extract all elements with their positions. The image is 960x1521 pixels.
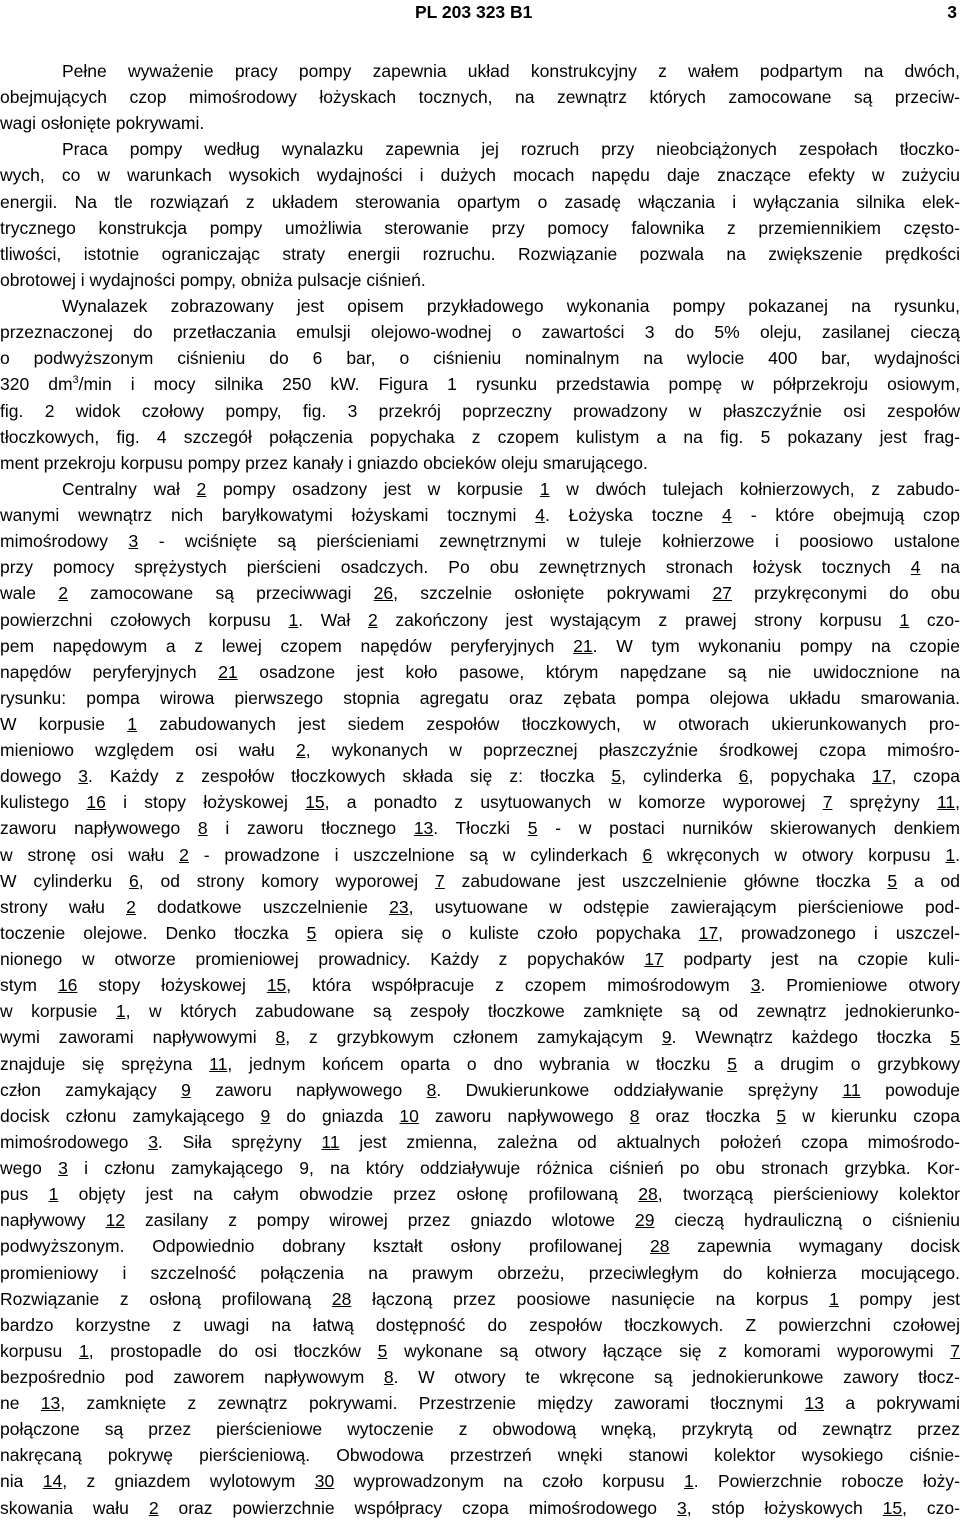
text-run: , szczelnie osłonięte pokrywami [393,583,713,604]
reference-numeral: 26 [373,583,394,604]
reference-numeral: 1 [288,609,299,630]
text-run: . Tłoczki [433,818,528,839]
text-run: zaworu napływowego [418,1105,630,1126]
text-run: w korpusie [0,1001,116,1022]
text-run: energii. Na tle rozwiązań z układem sterowania opartym o zasadę włączania i wyłączania silnika elek- [0,191,960,212]
text-run: przykręconymi do obu [731,583,960,604]
page-header [0,0,960,28]
text-run: wykonane są otwory łączące się z komorami wyporowymi [387,1340,951,1361]
reference-numeral: 2 [295,740,306,761]
reference-numeral: 5 [377,1340,388,1361]
text-line [0,659,960,685]
text-run: zakończony jest wystającym z prawej strony korpusu [377,609,900,630]
text-line [0,1129,960,1155]
reference-numeral: 5 [887,870,898,891]
text-run: bardzo korzystne z uwagi na łatwą dostępność do zespołów tłoczkowych. Z powierzchni czołowej [0,1314,960,1335]
text-run: rysunku: pompa wirowa pierwszego stopnia agregatu oraz zębata pompa olejowa układu smarowania. [0,687,960,708]
text-run: nia [0,1471,43,1492]
text-line [0,162,960,188]
text-run: - wciśnięte są pierścieniami zewnętrznymi w tuleje kołnierzowe i poosiowo ustalone [138,531,960,552]
text-run: strony wału [0,896,127,917]
reference-numeral: 14 [42,1471,63,1492]
reference-numeral: 28 [650,1236,670,1257]
text-run: Praca pompy według wynalazku zapewnia jej rozruch przy nieobciążonych zespołach tłoczko- [62,139,960,160]
text-run: - które obejmują czop [731,505,960,526]
text-run: , czopa [891,766,960,787]
reference-numeral: 3 [78,766,89,787]
reference-numeral: 8 [197,818,208,839]
reference-numeral: 10 [399,1105,419,1126]
text-run: a drugim o grzybkowy [736,1053,960,1074]
reference-numeral: 21 [573,635,593,656]
text-run: . Łożyska toczne [544,505,723,526]
text-line [0,1233,960,1259]
reference-numeral: 13 [40,1393,61,1414]
text-run: wych, co w warunkach wysokich wydajności i dużych mocach napędu daje znaczące efekty w zużyciu [0,165,960,186]
reference-numeral: 5 [306,922,317,943]
text-run: , w których zabudowane są zespoły tłoczkowe zamknięte są od zewnątrz jednokierunko- [125,1001,960,1022]
text-line [0,84,960,110]
text-run: pompy osadzony jest w korpusie [206,478,540,499]
text-run: skowania wału [0,1497,149,1518]
reference-numeral: 16 [86,792,106,813]
text-run: pem napędowym a z lewej czopem napędów peryferyjnych [0,635,574,656]
text-run: , zamknięte z zewnątrz pokrywami. Przestrzenie między zaworami tłocznymi [60,1393,805,1414]
text-line [0,58,960,84]
text-run: zaworu napływowego [190,1079,427,1100]
text-run: wkręconych w otwory korpusu [652,844,946,865]
text-run: i stopy łożyskowej [105,792,306,813]
text-run: o podwyższonym ciśnieniu do 6 bar, o ciśnieniu nominalnym na wylocie 400 bar, wydajności [0,348,960,369]
text-run: opiera się o kuliste czoło popychaka [316,922,699,943]
text-line [0,1442,960,1468]
reference-numeral: 3 [128,531,139,552]
text-line [0,528,960,554]
reference-numeral: 6 [129,870,139,891]
text-run: objęty jest na całym obwodzie przez osłonę profilowaną [58,1184,639,1205]
text-run: . W tym wykonaniu pompy na czopie [592,635,960,656]
text-run: , czo- [902,1497,960,1518]
text-run: nakręcaną pokrywę pierścieniową. Obwodowa przestrzeń wnęki stanowi kolektor wysokiego ciśnie- [0,1445,960,1466]
text-line [0,424,960,450]
text-line [0,554,960,580]
reference-numeral: 2 [58,583,68,604]
text-run: wale [0,583,59,604]
text-line [0,711,960,737]
text-run: . Powierzchnie robocze łoży- [693,1471,960,1492]
text-run: dowego [0,766,79,787]
text-run: - prowadzone i uszczelnione są w cylinderkach [188,844,643,865]
text-line [0,1286,960,1312]
reference-numeral: 5 [950,1027,960,1048]
text-line [0,1181,960,1207]
reference-numeral: 1 [539,478,550,499]
reference-numeral: 28 [638,1184,658,1205]
text-run: na [920,557,960,578]
text-run: , jednym końcem oparta o dno wybrania w tłoczku [227,1053,728,1074]
reference-numeral: 8 [629,1105,640,1126]
text-line [0,842,960,868]
text-run: czo- [909,609,960,630]
text-run: , wykonanych w poprzecznej płaszczyźnie środkowej czopa mimośro- [305,740,960,761]
text-run: korpusu [0,1340,79,1361]
reference-numeral: 8 [383,1367,394,1387]
reference-numeral: 11 [321,1131,340,1152]
text-run: w kierunku czopa [786,1105,960,1126]
text-line [0,1468,960,1494]
text-run: obejmujących czop mimośrodowy łożyskach tocznych, na zewnątrz których zamocowane są przeciw- [0,87,960,108]
text-run: obrotowej i wydajności pompy, obniża pulsacje ciśnień. [0,269,426,290]
reference-numeral: 8 [275,1027,286,1048]
reference-numeral: 6 [738,766,749,787]
text-run: łączoną przez poosiowe nasunięcie na korpus [351,1288,830,1309]
text-run: w stronę osi wału [0,844,180,865]
text-line [0,319,960,345]
reference-numeral: 1 [899,609,910,630]
reference-numeral: 27 [712,583,732,604]
reference-numeral: 9 [661,1027,672,1048]
text-run: ment przekroju korpusu pompy przez kanały i gniazdo obcieków oleju smarującego. [0,452,648,473]
reference-numeral: 1 [945,844,956,865]
text-run: 320 dm [0,374,73,395]
text-line [0,241,960,267]
text-run: , z gniazdem wylotowym [62,1471,315,1492]
text-run: ne [0,1393,41,1414]
text-run: Rozwiązanie z osłoną profilowaną [0,1288,332,1309]
text-run: /min i mocy silnika 250 kW. Figura 1 rysunku przedstawia pompę w półprzekroju osiowym, [78,374,960,395]
text-line [0,920,960,946]
text-run: mieniowo względem osi wału [0,740,296,761]
reference-numeral: 17 [871,766,892,787]
text-run: zamocowane są przeciwwagi [67,583,374,604]
text-run: sprężyny [832,792,937,813]
text-line [0,580,960,606]
text-line [0,972,960,998]
text-run: , stóp łożyskowych [686,1497,883,1518]
reference-numeral: 11 [936,792,956,813]
text-line [0,1077,960,1103]
text-run: trycznego konstrukcja pompy umożliwia sterowanie przy pomocy falownika z przemiennikiem często- [0,217,960,238]
text-run: tliwości, istotnie ograniczając straty energii rozruchu. Rozwiązanie pozwala na zwiększenie prędkości [0,243,960,264]
text-line [0,1024,960,1050]
text-run: . Promieniowe otwory [760,975,960,996]
text-run: stym [0,975,58,996]
text-line [0,1207,960,1233]
text-run: wagi osłonięte pokrywami. [0,113,205,134]
text-run: , z grzybkowym członem zamykającym [285,1027,662,1048]
text-run: mimośrodowego [0,1131,149,1152]
reference-numeral: 5 [727,1053,737,1074]
text-line [0,1416,960,1442]
reference-numeral: 17 [644,949,664,970]
text-run: zaworu napływowego [0,818,198,839]
text-run: wego [0,1158,59,1179]
reference-numeral: 16 [57,975,78,996]
reference-numeral: 3 [750,975,761,996]
text-run: napływowy [0,1210,106,1231]
text-run: przeznaczonej do przetłaczania emulsji olejowo-wodnej o zawartości 3 do 5% oleju, zasilanej cieczą [0,322,960,343]
text-run: cieczą hydrauliczną o ciśnieniu [654,1210,960,1231]
text-run: zabudowane jest uszczelnienie główne tłoczka [444,870,888,891]
text-run: pompy jest [838,1288,960,1309]
text-run: . [955,844,960,865]
text-run: znajduje się sprężyna [0,1053,210,1074]
text-run: , prowadzonego i uszczel- [718,922,960,943]
reference-numeral: 9 [260,1105,271,1126]
text-run: podparty jest na czopie kuli- [663,949,960,970]
text-line [0,868,960,894]
text-line [0,189,960,215]
text-run: , cylinderka [621,766,739,787]
text-run: powoduje [860,1079,960,1100]
reference-numeral: 5 [776,1105,787,1126]
text-line [0,1103,960,1129]
reference-numeral: 4 [535,505,545,526]
reference-numeral: 4 [910,557,921,578]
reference-numeral: 1 [78,1340,89,1361]
text-run: , tworzącą pierścieniowy kolektor [657,1184,960,1205]
reference-numeral: 1 [127,714,137,734]
text-run: - w postaci nurników skierowanych denkiem [537,818,960,839]
text-run: tłoczkowych, fig. 4 szczegół połączenia popychaka z czopem kulistym a na fig. 5 pokazany jest frag- [0,426,960,447]
text-run: osadzone jest koło pasowe, którym napędzane są nie uwidocznione na [237,661,960,682]
text-run: bezpośrednio pod zaworem napływowym [0,1367,384,1387]
reference-numeral: 8 [426,1079,437,1100]
reference-numeral: 13 [804,1393,824,1414]
reference-numeral: 2 [196,478,207,499]
text-run: napędów peryferyjnych [0,661,219,682]
text-line [0,1155,960,1181]
text-run: fig. 2 widok czołowy pompy, fig. 3 przekrój poprzeczny prowadzony w płaszczyźnie osi zespołów [0,400,960,421]
text-run: dodatkowe uszczelnienie [135,896,390,917]
reference-numeral: 11 [842,1079,861,1100]
text-line [0,815,960,841]
text-line [0,1364,960,1390]
reference-numeral: 15 [266,975,287,996]
reference-numeral: 1 [48,1184,59,1205]
text-run: mimośrodowy [0,531,129,552]
reference-numeral: 28 [331,1288,352,1309]
text-line [0,136,960,162]
text-run: a pokrywami [824,1393,960,1414]
reference-numeral: 17 [698,922,719,943]
text-run: , prostopadle do osi tłoczków [88,1340,378,1361]
reference-numeral: 2 [126,896,136,917]
reference-numeral: 29 [634,1210,655,1231]
text-line [0,1338,960,1364]
text-run: , usytuowane w odstępie zawierającym pierścieniowe pod- [408,896,960,917]
reference-numeral: 11 [209,1053,228,1074]
text-run: Wynalazek zobrazowany jest opisem przykładowego wykonania pompy pokazanej na rysunku, [62,296,960,317]
superscript: 3 [72,374,79,387]
reference-numeral: 30 [314,1471,335,1492]
text-run: promieniowy i szczelność połączenia na prawym obrzeżu, przeciwległym do kołnierza mocującego. [0,1262,960,1283]
text-run: . W otwory te wkręcone są jednokierunkowe zawory tłocz- [393,1367,960,1387]
text-run: oraz powierzchnie współpracy czopa mimośrodowego [158,1497,677,1518]
text-line [0,267,960,293]
text-line [0,763,960,789]
text-line [0,685,960,711]
text-run: wanymi wewnątrz nich baryłkowatymi łożyskami tocznymi [0,505,536,526]
reference-numeral: 9 [181,1079,191,1100]
text-line [0,1051,960,1077]
text-run: , [955,792,960,813]
text-run: . Każdy z zespołów tłoczkowych składa się z: tłoczka [88,766,612,787]
text-run: Centralny wał [62,478,197,499]
text-run: . Wał [298,609,368,630]
text-line [0,502,960,528]
text-run: przy pomocy sprężystych pierścieni osadczych. Po obu zewnętrznych stronach łożysk tocznych [0,557,911,578]
reference-numeral: 12 [105,1210,126,1231]
text-line [0,894,960,920]
text-run: wyprowadzonym na czoło korpusu [334,1471,685,1492]
text-line [0,1312,960,1338]
reference-numeral: 21 [218,661,238,682]
text-run: W korpusie [0,714,128,734]
text-run: , a ponadto z usytuowanych w komorze wyporowej [324,792,823,813]
reference-numeral: 5 [527,818,538,839]
reference-numeral: 15 [305,792,325,813]
text-run: podwyższonym. Odpowiednio dobrany kształt osłony profilowanej [0,1236,651,1257]
text-run: i członu zamykającego 9, na który oddziaływuje różnica ciśnień po obu stronach grzybka. Kor- [67,1158,960,1179]
text-run: . Dwukierunkowe oddziaływanie sprężyny [436,1079,843,1100]
text-run: docisk członu zamykającego [0,1105,261,1126]
reference-numeral: 7 [950,1340,960,1361]
text-run: kulistego [0,792,87,813]
reference-numeral: 23 [389,896,409,917]
text-line [0,398,960,424]
text-run: oraz tłoczka [639,1105,777,1126]
reference-numeral: 7 [435,870,445,891]
reference-numeral: 3 [58,1158,68,1179]
text-line [0,1260,960,1286]
text-line [0,1495,960,1521]
text-line [0,1390,960,1416]
reference-numeral: 5 [611,766,622,787]
reference-numeral: 3 [676,1497,687,1518]
text-run: i zaworu tłocznego [207,818,414,839]
text-run: . Siła sprężyny [157,1131,322,1152]
reference-numeral: 15 [882,1497,903,1518]
reference-numeral: 2 [367,609,378,630]
reference-numeral: 7 [822,792,833,813]
patent-number: PL 203 323 B1 [415,2,533,22]
text-line [0,293,960,319]
reference-numeral: 2 [148,1497,159,1518]
text-line [0,215,960,241]
text-run: a od [897,870,960,891]
reference-numeral: 1 [115,1001,126,1022]
page-number: 3 [947,2,957,22]
text-run: w dwóch tulejach kołnierzowych, z zabudo- [549,478,960,499]
text-run: Pełne wyważenie pracy pompy zapewnia układ konstrukcyjny z wałem podpartym na dwóch, [62,61,960,81]
reference-numeral: 1 [829,1288,839,1309]
text-run: , popychaka [748,766,872,787]
text-run: stopy łożyskowej [77,975,267,996]
text-run: , która współpracuje z czopem mimośrodowym [286,975,751,996]
text-run: W cylinderku [0,870,130,891]
text-line [0,737,960,763]
reference-numeral: 3 [148,1131,158,1152]
text-run: połączone są przez pierścieniowe wytoczenie z obwodową wnęką, przykrytą od zewnątrz przez [0,1419,960,1440]
text-line [0,946,960,972]
text-line [0,450,960,476]
text-run: pus [0,1184,49,1205]
text-run: wymi zaworami napływowymi [0,1027,276,1048]
reference-numeral: 1 [684,1471,694,1492]
text-run: do gniazda [270,1105,400,1126]
reference-numeral: 6 [642,844,653,865]
text-run: człon zamykający [0,1079,182,1100]
text-run: zabudowanych jest siedem zespołów tłoczkowych, w otworach ukierunkowanych pro- [136,714,960,734]
text-run: nionego w otworze promieniowej prowadnicy. Każdy z popychaków [0,949,645,970]
text-run: , od strony komory wyporowej [138,870,436,891]
text-line [0,110,960,136]
reference-numeral: 4 [722,505,732,526]
text-line [0,607,960,633]
text-line [0,476,960,502]
text-line [0,371,960,397]
text-run: zapewnia wymagany docisk [669,1236,960,1257]
text-run: . Wewnątrz każdego tłoczka [671,1027,951,1048]
text-line [0,998,960,1024]
text-line [0,789,960,815]
reference-numeral: 13 [413,818,434,839]
text-run: zasilany z pompy wirowej przez gniazdo wlotowe [125,1210,635,1231]
text-line [0,345,960,371]
reference-numeral: 2 [179,844,189,865]
text-run: jest zmienna, zależna od aktualnych położeń czopa mimośrodo- [339,1131,960,1152]
text-line [0,633,960,659]
text-run: toczenie olejowe. Denko tłoczka [0,922,307,943]
text-run: powierzchni czołowych korpusu [0,609,289,630]
